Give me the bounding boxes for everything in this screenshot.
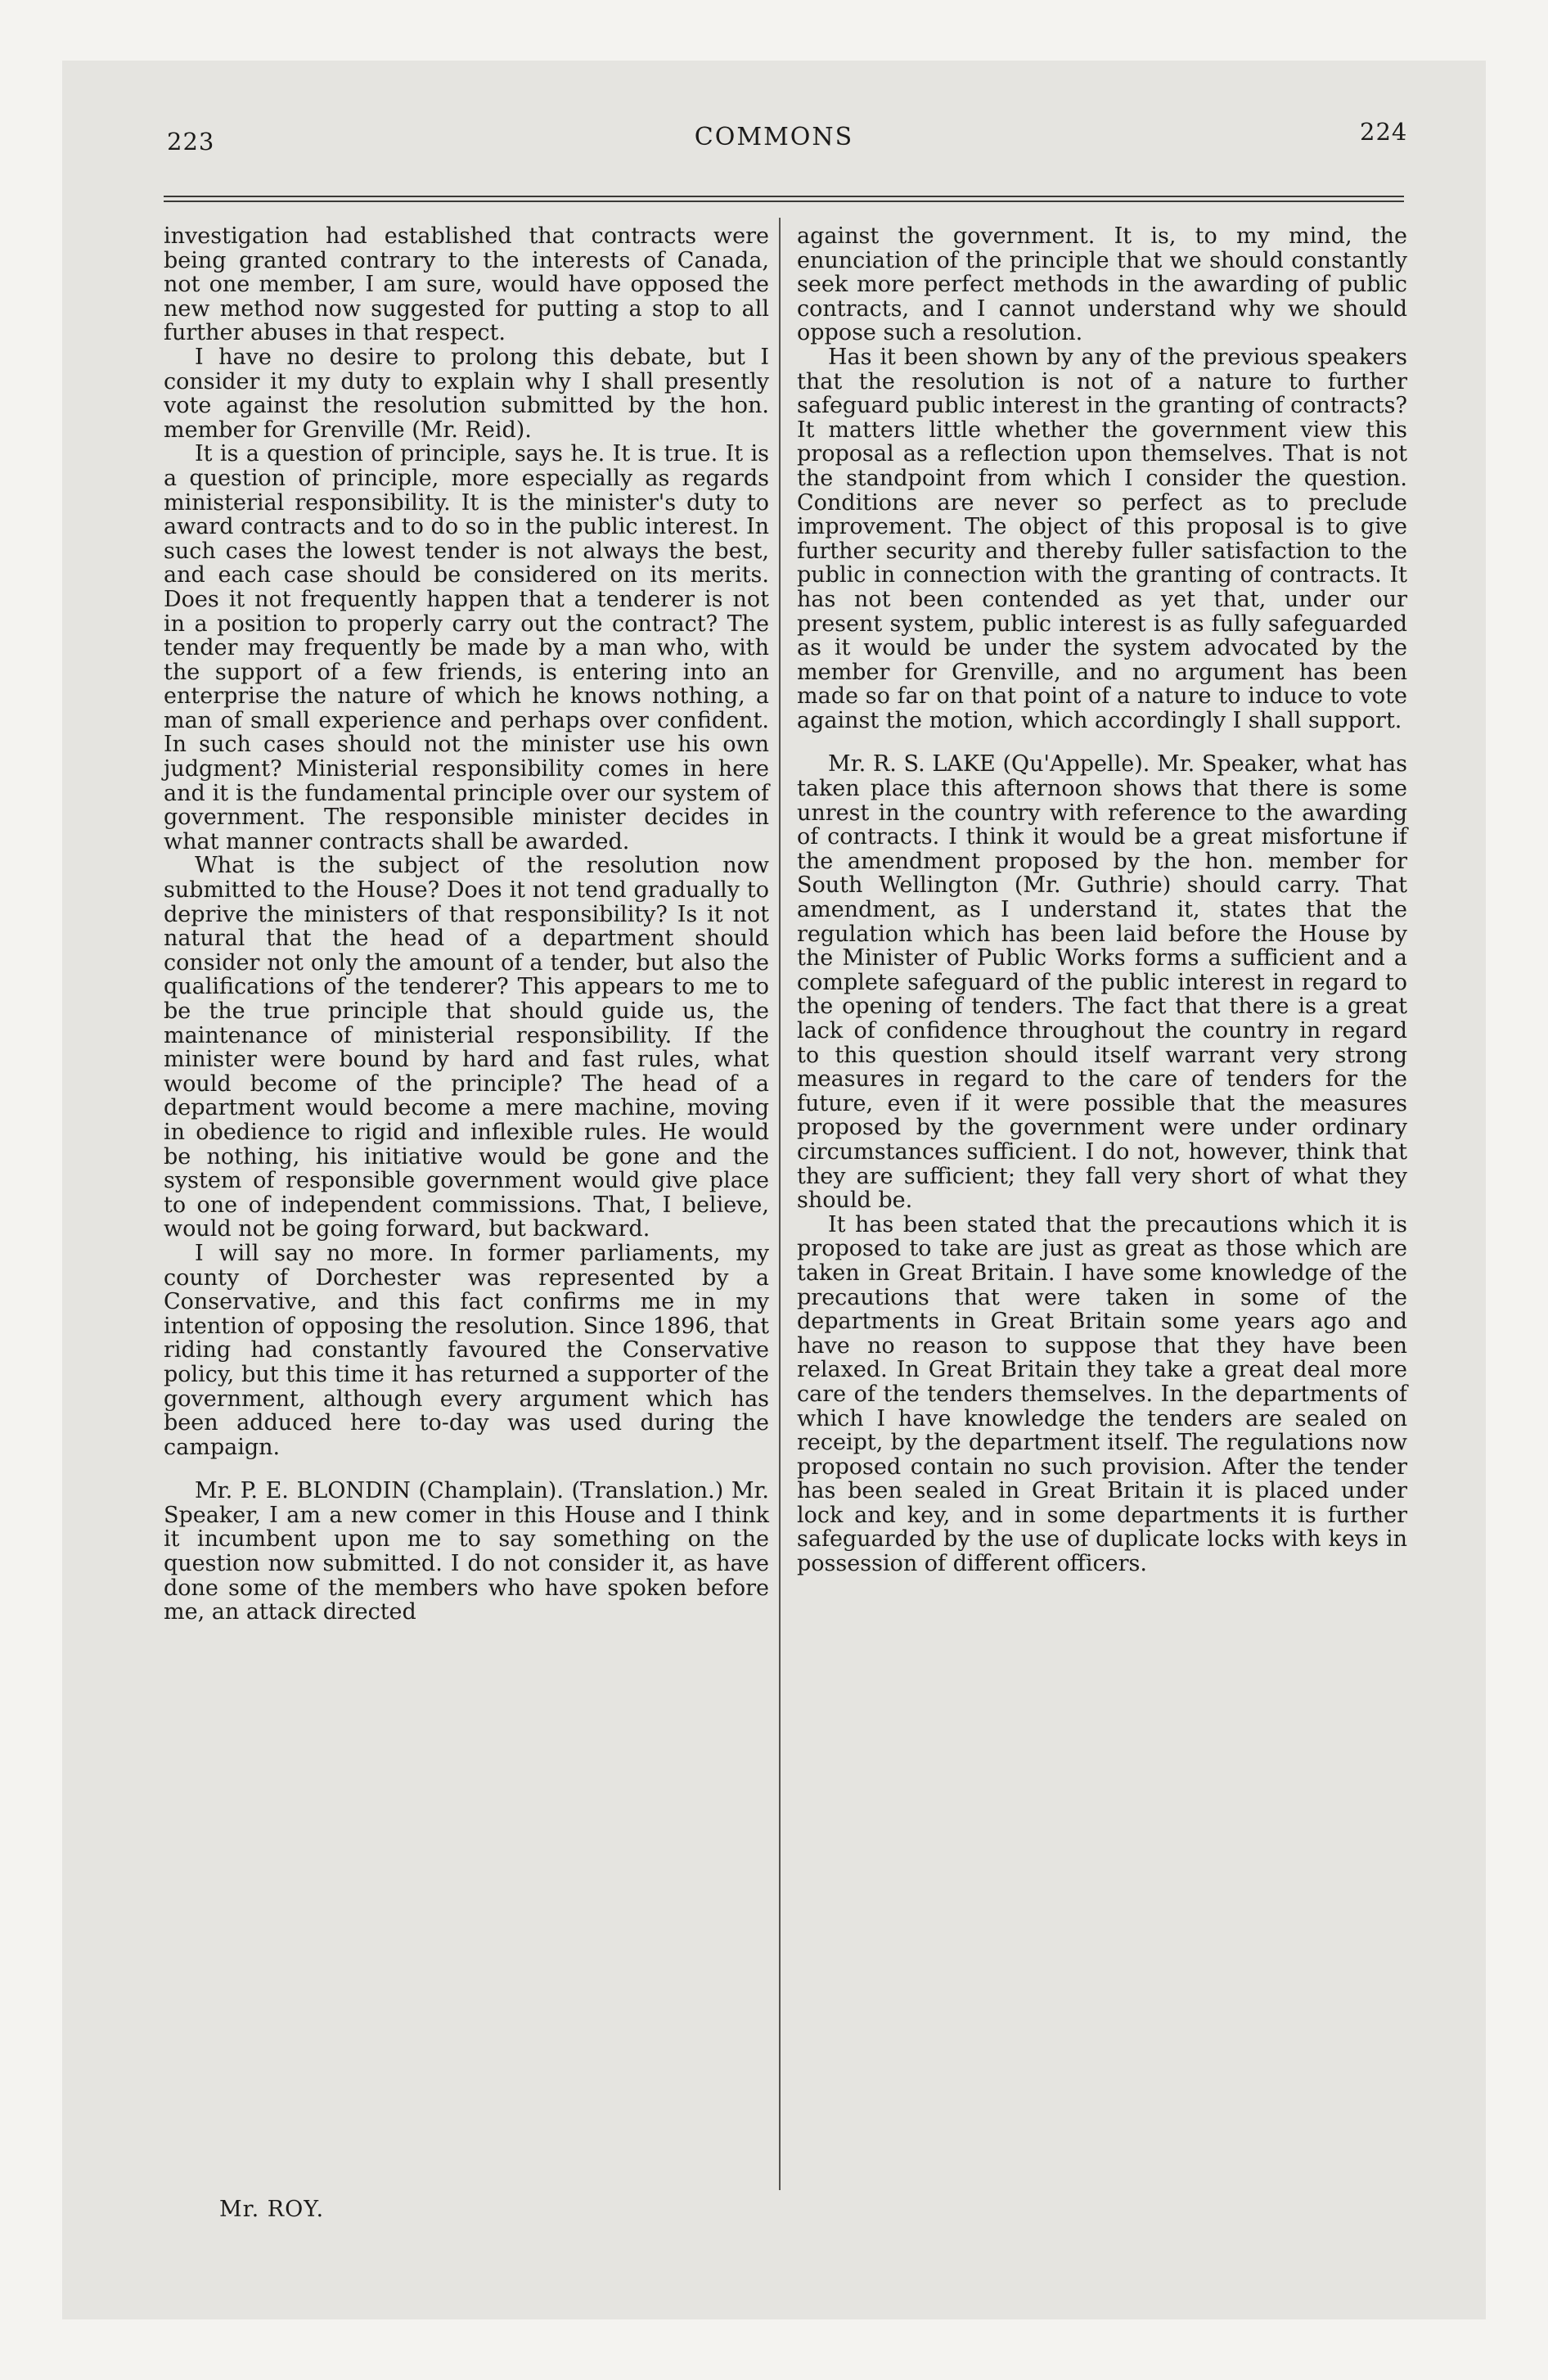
- page-number-right: 224: [1360, 118, 1408, 146]
- page-number-left: 223: [167, 128, 215, 156]
- page-header: [62, 61, 1486, 208]
- paragraph: I will say no more. In former parliaments, my county of Dorchester was represented by a Conservative, and this fact confirms me in my intention of opposing the resolution. Since 1896, that riding had constantly favoured the Conservative policy, but this time it has returned a supporter of the government, although every argument which has been adduced here to-day was used during the campaign.: [164, 1240, 769, 1460]
- speaker-paragraph: Mr. P. E. BLONDIN (Champlain). (Translation.) Mr. Speaker, I am a new comer in this House and I think it incumbent upon me to say something on the question now submitted. I do not consider it, as have done some of the members who have spoken before me, an attack directed: [164, 1478, 769, 1625]
- running-title: COMMONS: [694, 123, 854, 151]
- left-column: [164, 224, 769, 1625]
- paragraph: It has been stated that the precautions which it is proposed to take are just as great as those which are taken in Great Britain. I have some knowledge of the precautions that were taken in some of the departments in Great Britain some years ago and have no reason to suppose that they have been relaxed. In Great Britain they take a great deal more care of the tenders themselves. In the departments of which I have knowledge the tenders are sealed on receipt, by the department itself. The regulations now proposed contain no such provision. After the tender has been sealed in Great Britain it is placed under lock and key, and in some departments it is further safeguarded by the use of duplicate locks with keys in possession of different officers.: [797, 1211, 1407, 1577]
- paragraph: investigation had established that contracts were being granted contrary to the interests of Canada, not one member, I am sure, would have opposed the new method now suggested for putting a stop to all further abuses in that respect.: [164, 223, 769, 346]
- right-column: [797, 224, 1407, 1576]
- speaker-paragraph: Mr. R. S. LAKE (Qu'Appelle). Mr. Speaker, what has taken place this afternoon shows that there is some unrest in the country with reference to the awarding of contracts. I think it would be a great misfortune if the amendment proposed by the hon. member for South Wellington (Mr. Guthrie) should carry. That amendment, as I understand it, states that the regulation which has been laid before the House by the Minister of Public Works forms a sufficient and a complete safeguard of the public interest in regard to the opening of tenders. The fact that there is a great lack of confidence throughout the country in regard to this question should itself warrant very strong measures in regard to the care of tenders for the future, even if it were possible that the measures proposed by the government were under ordinary circumstances sufficient. I do not, however, think that they are sufficient; they fall very short of what they should be.: [797, 751, 1407, 1214]
- paragraph: Has it been shown by any of the previous speakers that the resolution is not of a nature to further safeguard public interest in the granting of contracts? It matters little whether the government view this proposal as a reflection upon themselves. That is not the standpoint from which I consider the question. Conditions are never so perfect as to preclude improvement. The object of this proposal is to give further security and thereby fuller satisfaction to the public in connection with the granting of contracts. It has not been contended as yet that, under our present system, public interest is as fully safeguarded as it would be under the system advocated by the member for Grenville, and no argument has been made so far on that point of a nature to induce to vote against the motion, which accordingly I shall support.: [797, 344, 1407, 733]
- paragraph: against the government. It is, to my mind, the enunciation of the principle that we should constantly seek more perfect methods in the awarding of public contracts, and I cannot understand why we should oppose such a resolution.: [797, 223, 1407, 346]
- paragraph: It is a question of principle, says he. It is true. It is a question of principle, more especially as regards ministerial responsibility. It is the minister's duty to award contracts and to do so in the public interest. In such cases the lowest tender is not always the best, and each case should be considered on its merits. Does it not frequently happen that a tenderer is not in a position to properly carry out the contract? The tender may frequently be made by a man who, with the support of a few friends, is entering into an enterprise the nature of which he knows nothing, a man of small experience and perhaps over confident. In such cases should not the minister use his own judgment? Ministerial responsibility comes in here and it is the fundamental principle over our system of government. The responsible minister decides in what manner contracts shall be awarded.: [164, 441, 769, 854]
- column-divider: [779, 218, 781, 2190]
- paragraph: What is the subject of the resolution now submitted to the House? Does it not tend gradually to deprive the ministers of that responsibility? Is it not natural that the head of a department should consider not only the amount of a tender, but also the qualifications of the tenderer? This appears to me to be the true principle that should guide us, the maintenance of ministerial responsibility. If the minister were bound by hard and fast rules, what would become of the principle? The head of a department would become a mere machine, moving in obedience to rigid and inflexible rules. He would be nothing, his initiative would be gone and the system of responsible government would give place to one of independent commissions. That, I believe, would not be going forward, but backward.: [164, 853, 769, 1242]
- footer-speaker-name: Mr. ROY.: [219, 2197, 325, 2222]
- page-sheet: [62, 61, 1486, 2319]
- header-rule-top: [164, 196, 1404, 197]
- paragraph: I have no desire to prolong this debate, but I consider it my duty to explain why I shall presently vote against the resolution submitted by the hon. member for Grenville (Mr. Reid).: [164, 344, 769, 443]
- header-rule-bottom: [164, 201, 1404, 202]
